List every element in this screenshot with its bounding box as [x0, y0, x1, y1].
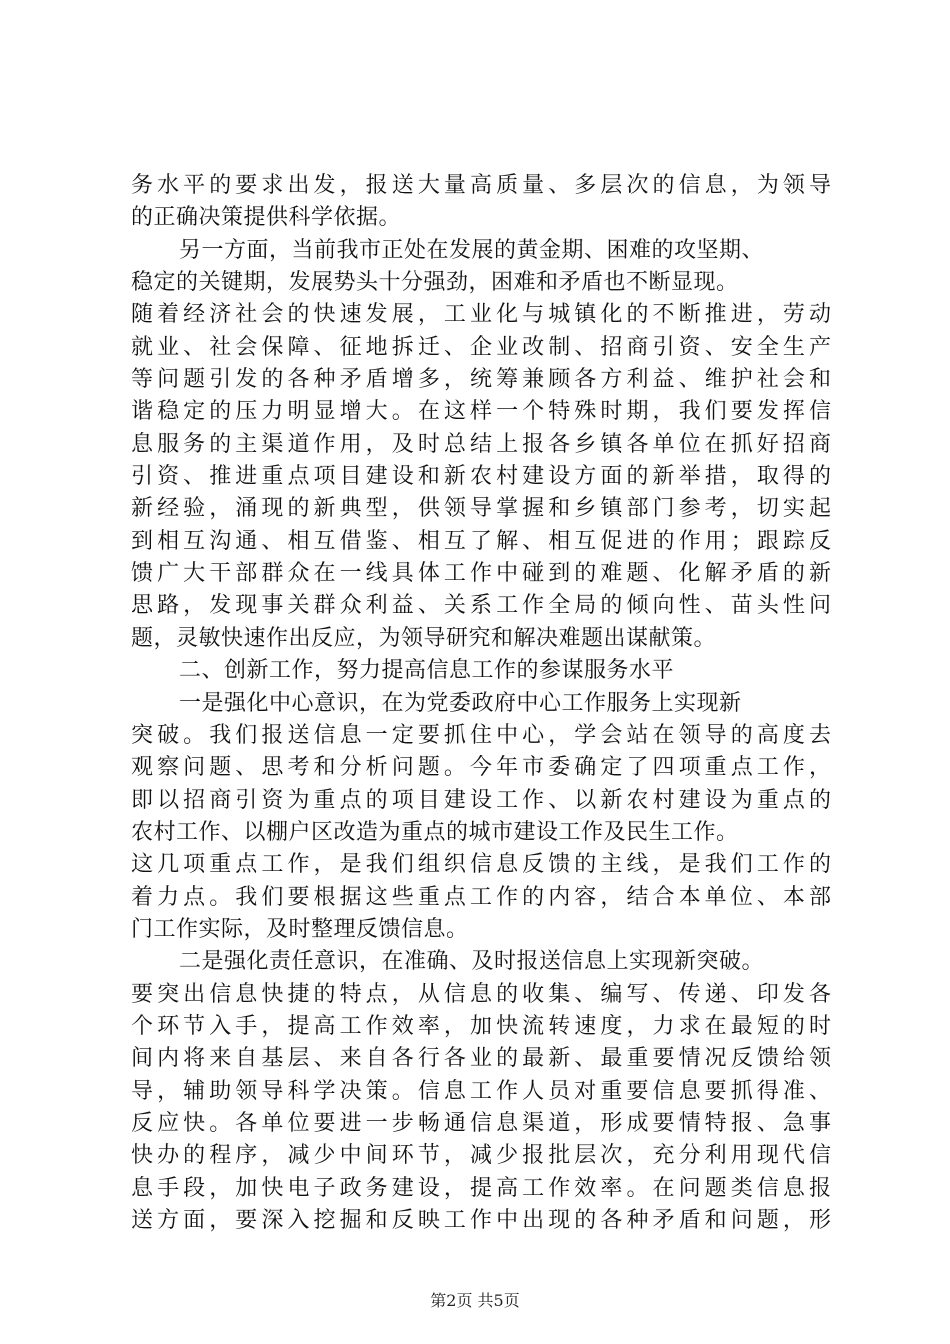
paragraph-start-line: 另一方面，当前我市正处在发展的黄金期、困难的攻坚期、: [179, 237, 765, 263]
text-line: 着力点。我们要根据这些重点工作的内容，结合本单位、本部: [131, 884, 831, 910]
text-line: 农村工作、以棚户区改造为重点的城市建设工作及民生工作。: [131, 819, 739, 845]
paragraph-start-line: 一是强化中心意识，在为党委政府中心工作服务上实现新: [179, 690, 742, 716]
text-line: 的正确决策提供科学依据。: [131, 205, 402, 231]
text-line: 馈广大干部群众在一线具体工作中碰到的难题、化解矛盾的新: [131, 561, 831, 587]
text-line: 要突出信息快捷的特点，从信息的收集、编写、传递、印发各: [131, 981, 831, 1007]
text-line: 务水平的要求出发，报送大量高质量、多层次的信息，为领导: [131, 173, 831, 198]
text-line: 题，灵敏快速作出反应，为领导研究和解决难题出谋献策。: [131, 625, 717, 651]
text-line: 随着经济社会的快速发展，工业化与城镇化的不断推进，劳动: [131, 302, 831, 328]
text-line: 导，辅助领导科学决策。信息工作人员对重要信息要抓得准、: [131, 1078, 831, 1104]
text-line: 等问题引发的各种矛盾增多，统筹兼顾各方利益、维护社会和: [131, 367, 831, 393]
text-line: 门工作实际，及时整理反馈信息。: [131, 916, 469, 942]
text-line: 观察问题、思考和分析问题。今年市委确定了四项重点工作，: [131, 755, 831, 781]
section-heading: 二、创新工作，努力提高信息工作的参谋服务水平: [179, 658, 675, 684]
page-indicator: 第2页 共5页: [430, 1291, 520, 1310]
text-line: 这几项重点工作，是我们组织信息反馈的主线，是我们工作的: [131, 852, 831, 878]
document-body: [131, 170, 831, 1237]
text-line: 息服务的主渠道作用，及时总结上报各乡镇各单位在抓好招商: [131, 431, 831, 457]
text-line: 引资、推进重点项目建设和新农村建设方面的新举措，取得的: [131, 464, 831, 490]
text-line: 个环节入手，提高工作效率，加快流转速度，力求在最短的时: [131, 1013, 831, 1039]
text-line: 快办的程序，减少中间环节，减少报批层次，充分利用现代信: [131, 1143, 831, 1169]
text-line: 即以招商引资为重点的项目建设工作、以新农村建设为重点的: [131, 787, 831, 813]
paragraph-start-line: 二是强化责任意识，在准确、及时报送信息上实现新突破。: [179, 949, 765, 975]
text-line: 间内将来自基层、来自各行各业的最新、最重要情况反馈给领: [131, 1046, 831, 1072]
text-line: 稳定的关键期，发展势头十分强劲，困难和矛盾也不断显现。: [131, 270, 739, 296]
text-line: 突破。我们报送信息一定要抓住中心，学会站在领导的高度去: [131, 722, 831, 748]
text-line: 送方面，要深入挖掘和反映工作中出现的各种矛盾和问题，形: [131, 1208, 831, 1233]
text-line: 谐稳定的压力明显增大。在这样一个特殊时期，我们要发挥信: [131, 399, 831, 425]
text-line: 反应快。各单位要进一步畅通信息渠道，形成要情特报、急事: [131, 1110, 831, 1136]
text-line: 新经验，涌现的新典型，供领导掌握和乡镇部门参考，切实起: [131, 496, 831, 522]
text-line: 思路，发现事关群众利益、关系工作全局的倾向性、苗头性问: [131, 593, 831, 619]
text-line: 息手段，加快电子政务建设，提高工作效率。在问题类信息报: [131, 1175, 831, 1201]
text-line: 就业、社会保障、征地拆迁、企业改制、招商引资、安全生产: [131, 334, 831, 360]
text-line: 到相互沟通、相互借鉴、相互了解、相互促进的作用；跟踪反: [131, 528, 831, 554]
